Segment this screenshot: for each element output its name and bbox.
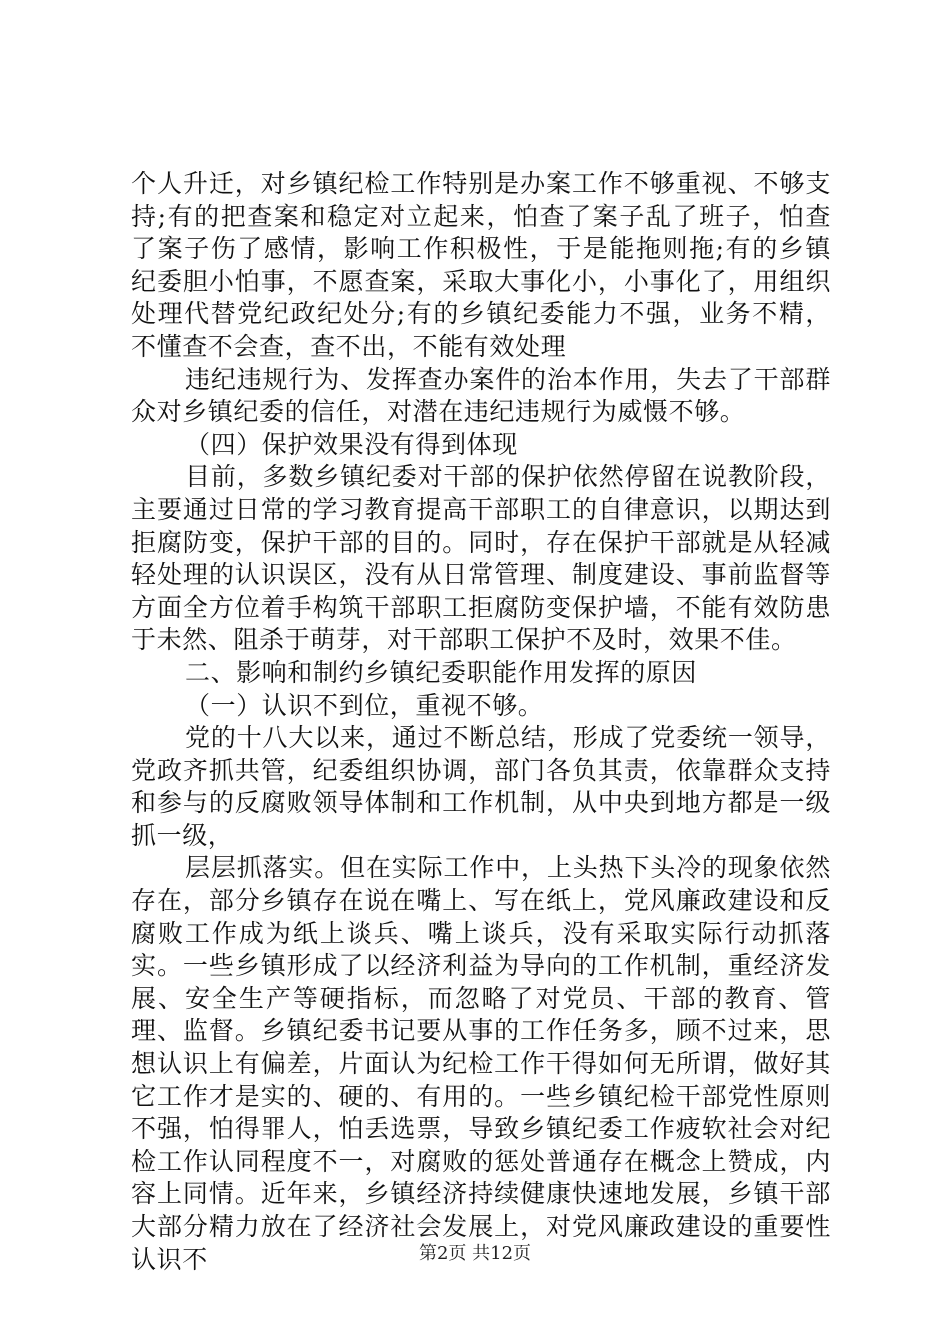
paragraph-4: 党的十八大以来，通过不断总结，形成了党委统一领导，党政齐抓共管，纪委组织协调，部门各负其责，依靠群众支持和参与的反腐败领导体制和工作机制，从中央到地方都是一级抓一级， xyxy=(131,723,831,850)
page-number-label: 第2页 共12页 xyxy=(418,1243,532,1264)
section-heading-1: （一）认识不到位，重视不够。 xyxy=(185,690,544,720)
paragraph-5: 层层抓落实。但在实际工作中，上头热下头冷的现象依然存在，部分乡镇存在说在嘴上、写在纸上，党风廉政建设和反腐败工作成为纸上谈兵、嘴上谈兵，没有采取实际行动抓落实。一些乡镇形成了以经济利益为导向的工作机制，重经济发展、安全生产等硬指标，而忽略了对党员、干部的教育、管理、监督。乡镇纪委书记要从事的工作任务多，顾不过来，思想认识上有偏差，片面认为纪检工作干得如何无所谓，做好其它工作才是实的、硬的、有用的。一些乡镇纪检干部党性原则不强，怕得罪人，怕丢选票，导致乡镇纪委工作疲软社会对纪检工作认同程度不一，对腐败的惩处普通存在概念上赞成，内容上同情。近年来，乡镇经济持续健康快速地发展，乡镇干部大部分精力放在了经济社会发展上，对党风廉政建设的重要性认识不 xyxy=(131,853,831,1274)
chapter-heading-2: 二、影响和制约乡镇纪委职能作用发挥的原因 xyxy=(185,657,698,687)
section-heading-4: （四）保护效果没有得到体现 xyxy=(185,429,518,459)
document-body xyxy=(131,168,831,1276)
paragraph-3: 目前，多数乡镇纪委对干部的保护依然停留在说教阶段，主要通过日常的学习教育提高干部职工的自律意识，以期达到拒腐防变，保护干部的目的。同时，存在保护干部就是从轻减轻处理的认识误区，没有从日常管理、制度建设、事前监督等方面全方位着手构筑干部职工拒腐防变保护墙，不能有效防患于未然、阻杀于萌芽，对干部职工保护不及时，效果不佳。 xyxy=(131,462,831,655)
paragraph-1: 个人升迁，对乡镇纪检工作特别是办案工作不够重视、不够支持;有的把查案和稳定对立起来，怕查了案子乱了班子，怕查了案子伤了感情，影响工作积极性，于是能拖则拖;有的乡镇纪委胆小怕事，不愿查案，采取大事化小，小事化了，用组织处理代替党纪政纪处分;有的乡镇纪委能力不强，业务不精，不懂查不会查，查不出，不能有效处理 xyxy=(131,169,831,361)
paragraph-2: 违纪违规行为、发挥查办案件的治本作用，失去了干部群众对乡镇纪委的信任，对潜在违纪违规行为威慑不够。 xyxy=(131,364,831,427)
page-footer xyxy=(0,1242,950,1266)
